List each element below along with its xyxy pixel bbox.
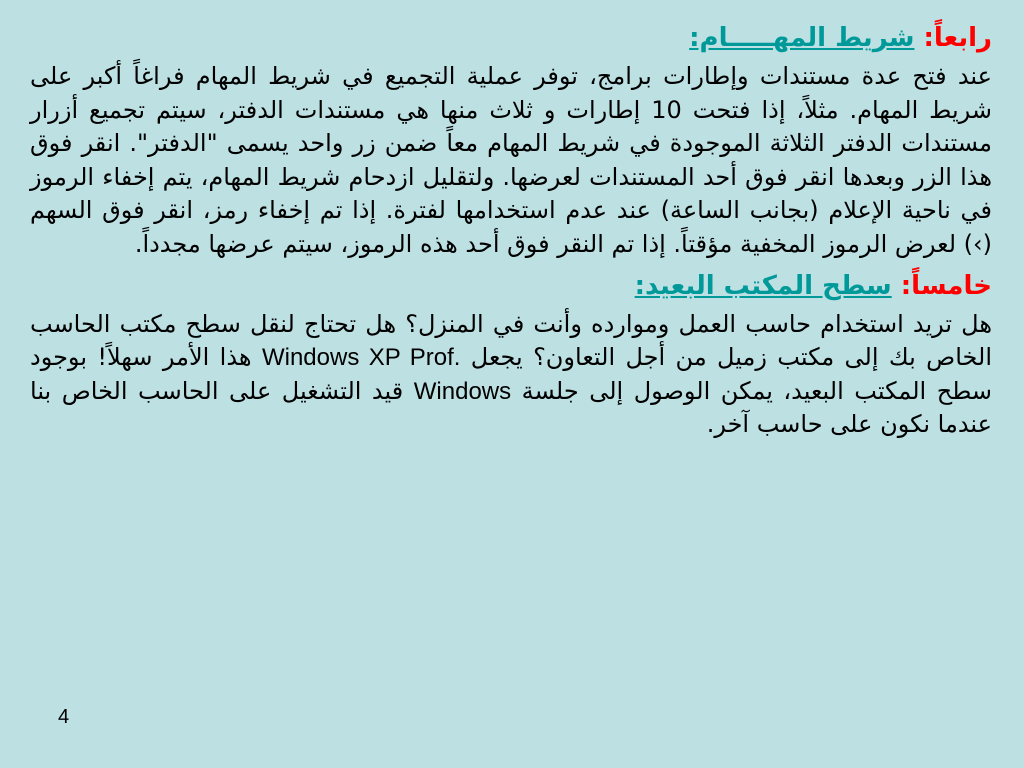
os-short-text: Windows: [413, 377, 512, 405]
section-5-body-part1: هل تريد استخدام حاسب العمل وموارده وأنت في المنزل؟ هل تحتاج لنقل سطح مكتب الحاسب الخاص بك إلى مكتب زميل من أجل التعاون؟ يجعل: [30, 309, 992, 372]
section-5-body-part2: هذا الأمر سهلاً! بوجود سطح المكتب البعيد، يمكن الوصول إلى جلسة: [30, 343, 992, 405]
os-name-text: Windows XP Prof.: [261, 344, 461, 372]
slide-content: [30, 16, 992, 442]
section-5-body: [30, 308, 992, 442]
section-4-body: عند فتح عدة مستندات وإطارات برامج، توفر عملية التجميع في شريط المهام فراغاً أكبر على شريط المهام. مثلاً، إذا فتحت 10 إطارات و ثلاث منها هي مستندات الدفتر، سيتم تجميع أزرار مستندات الدفتر الثلاثة الموجودة في شريط المهام معاً ضمن زر واحد يسمى "الدفتر". انقر فوق هذا الزر وبعدها انقر فوق أحد المستندات لعرضها. ولتقليل ازدحام شريط المهام، يتم إخفاء الرموز في ناحية الإعلام (بجانب الساعة) عند عدم استخدامها لفترة. إذا تم إخفاء رمز، انقر فوق السهم (›) لعرض الرموز المخفية مؤقتاً. إذا تم النقر فوق أحد هذه الرموز، سيتم عرضها مجدداً.: [30, 62, 992, 258]
section-5-body-part3: قيد التشغيل على الحاسب الخاص بنا عندما نكون على حاسب آخر.: [30, 376, 992, 439]
section-5-heading: [30, 264, 992, 308]
section-4-heading: [30, 16, 992, 60]
section-5-title: سطح المكتب البعيد:: [634, 270, 892, 301]
section-5-number: خامساً:: [900, 270, 992, 301]
page-number: 4: [58, 706, 70, 728]
section-4-number: رابعاً:: [923, 23, 992, 53]
section-4-title: شريط المهـــــام:: [689, 23, 915, 53]
